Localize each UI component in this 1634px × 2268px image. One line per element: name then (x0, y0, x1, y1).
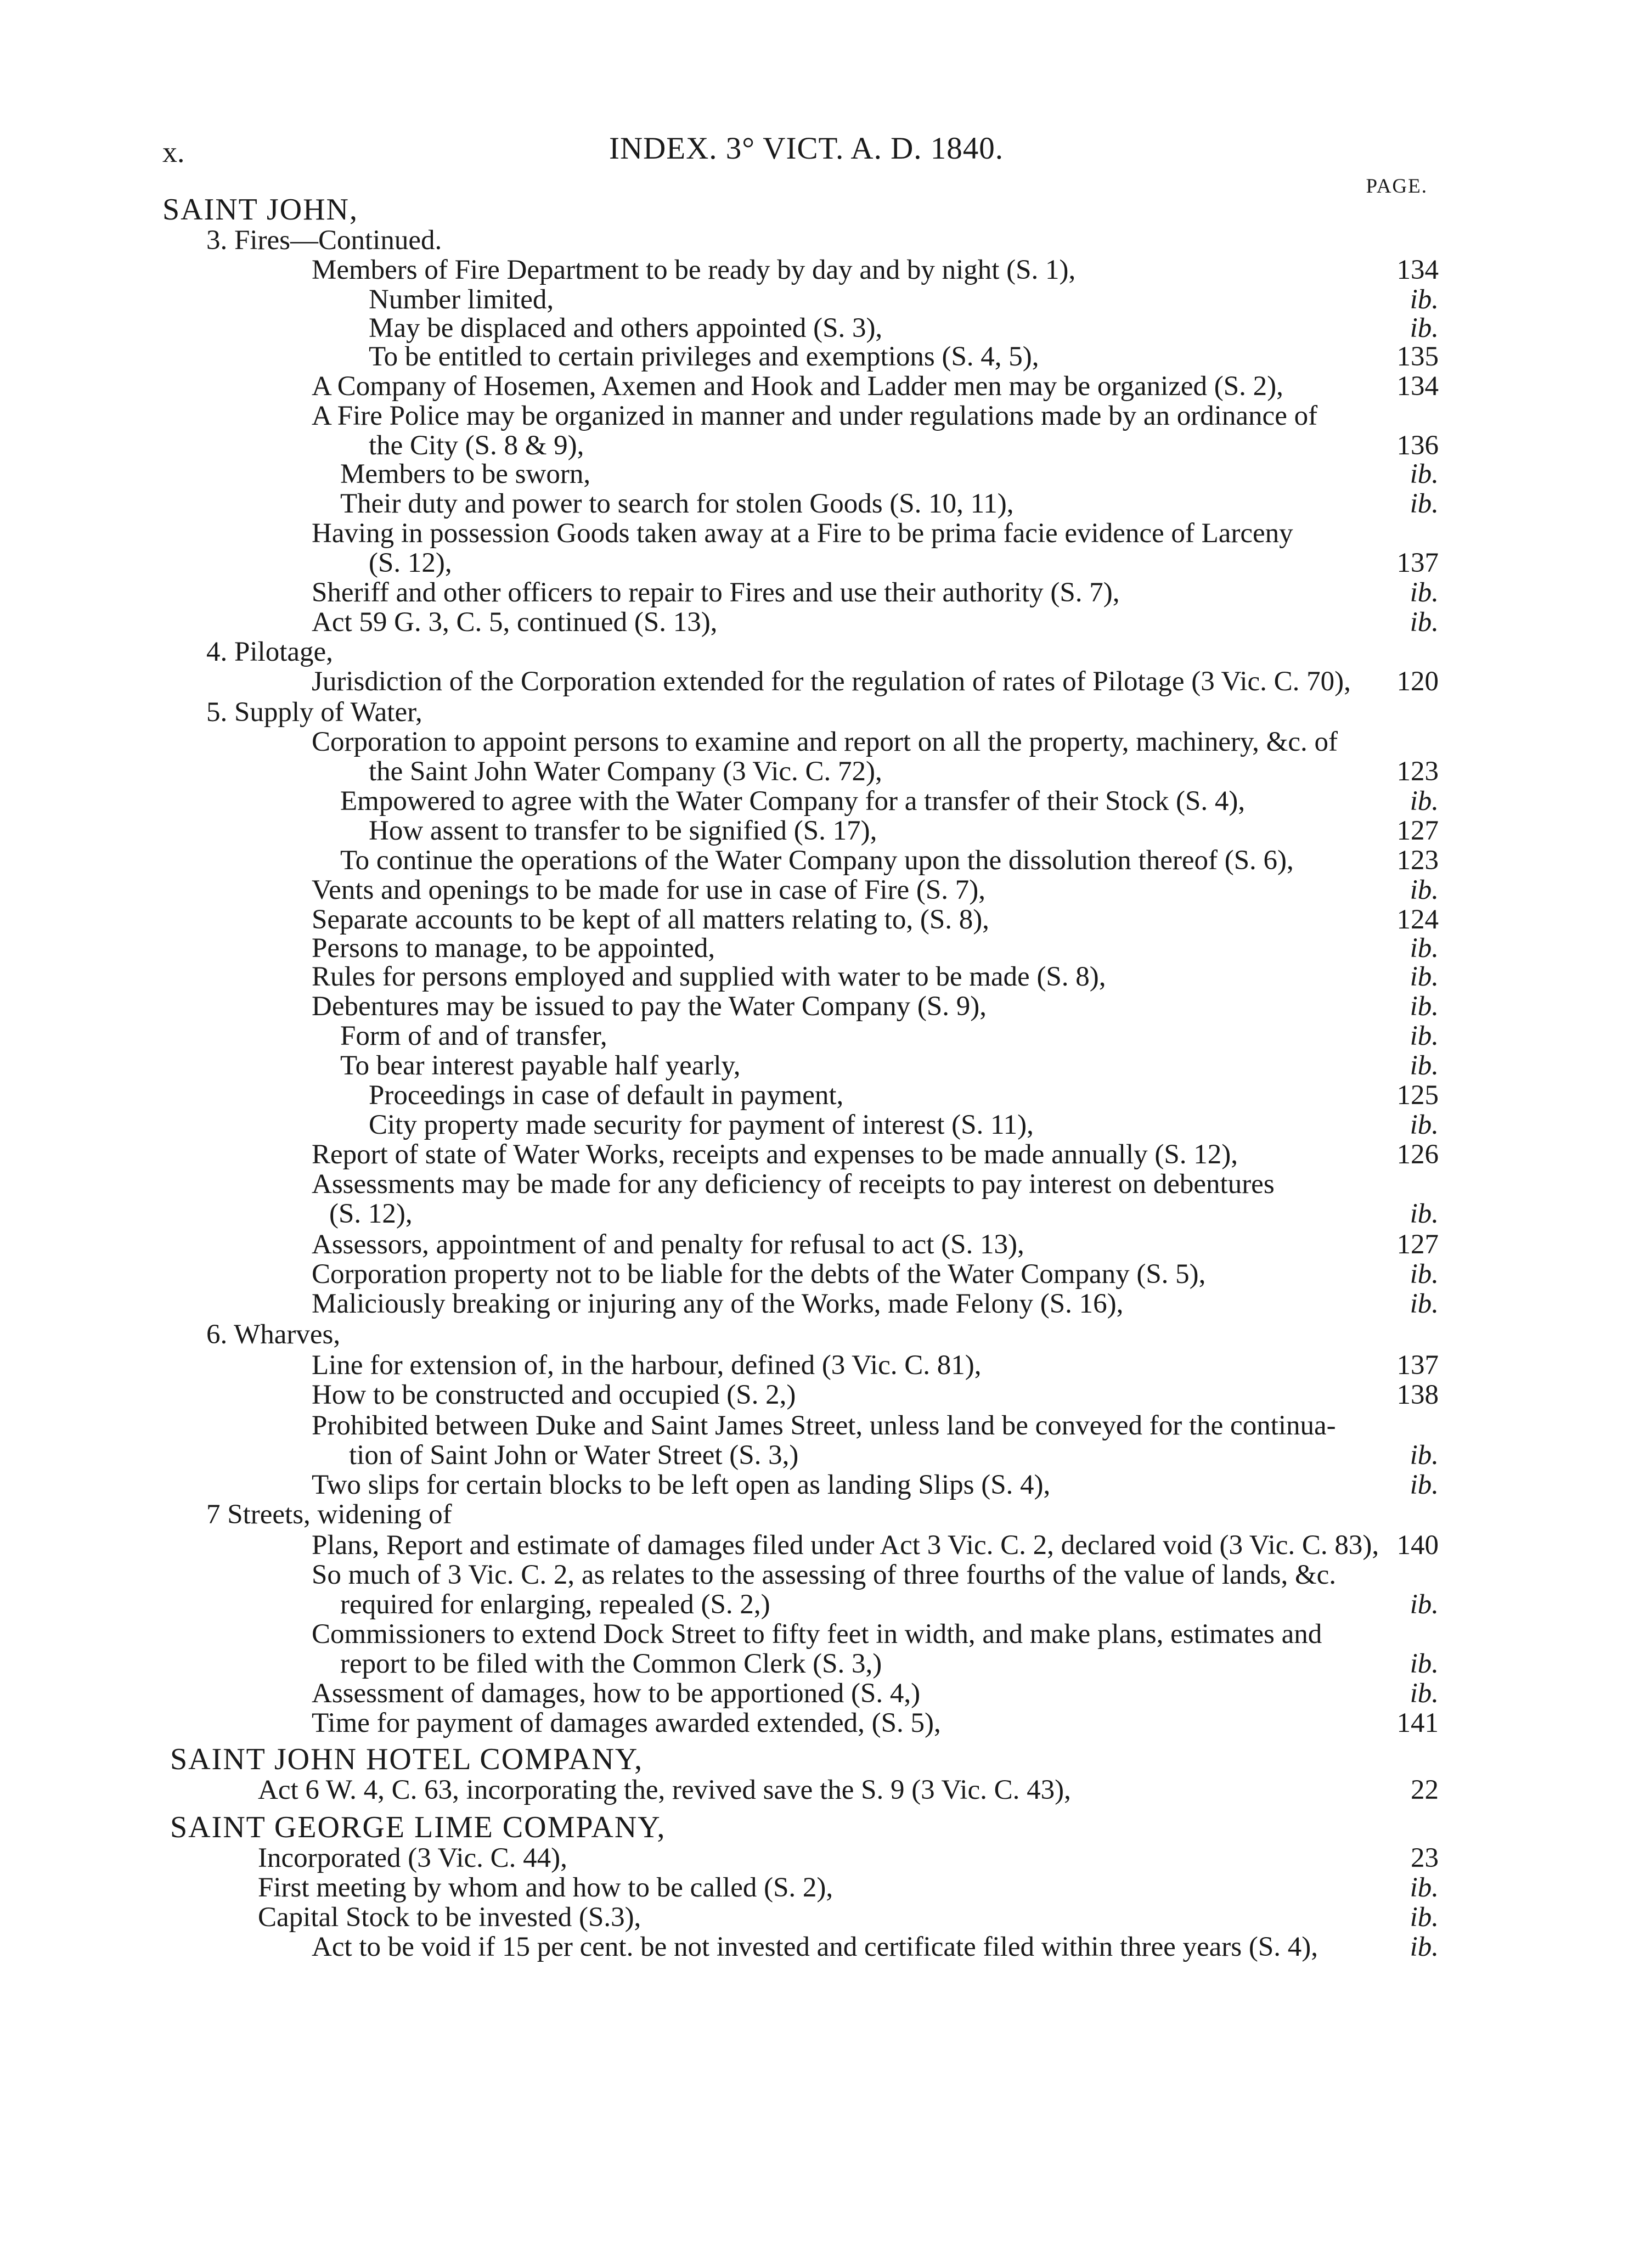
page-reference: 138 (1396, 1380, 1439, 1410)
page-reference: 123 (1396, 756, 1439, 787)
page-reference: ib. (1410, 1050, 1439, 1081)
page-reference: 123 (1396, 845, 1439, 876)
page-reference: ib. (1410, 1902, 1439, 1933)
index-entry: First meeting by whom and how to be called (S. 2), (258, 1872, 833, 1903)
index-entry: Jurisdiction of the Corporation extended for the regulation of rates of Pilotage (3 Vic. C. 70), (312, 666, 1351, 697)
index-entry: Separate accounts to be kept of all matters relating to, (S. 8), (312, 904, 989, 935)
index-entry: 6. Wharves, (206, 1319, 341, 1350)
page-reference: ib. (1410, 1288, 1439, 1319)
page-reference: ib. (1410, 875, 1439, 905)
index-entry: May be displaced and others appointed (S. 3), (369, 313, 883, 344)
index-entry: Vents and openings to be made for use in case of Fire (S. 7), (312, 875, 985, 905)
page-column-label: PAGE. (1366, 175, 1428, 198)
page-reference: ib. (1410, 1872, 1439, 1903)
page-reference: 137 (1396, 548, 1439, 578)
index-entry: Sheriff and other officers to repair to Fires and use their authority (S. 7), (312, 577, 1120, 608)
page-reference: 141 (1396, 1708, 1439, 1738)
index-entry: Assessments may be made for any deficiency of receipts to pay interest on debentures (312, 1169, 1275, 1200)
index-heading: SAINT JOHN, (162, 193, 358, 227)
index-entry: 3. Fires—Continued. (206, 225, 442, 256)
index-entry: To bear interest payable half yearly, (340, 1050, 741, 1081)
page-reference: ib. (1410, 1440, 1439, 1471)
index-entry: Time for payment of damages awarded extended, (S. 5), (312, 1708, 941, 1738)
index-entry: Assessment of damages, how to be apportioned (S. 4,) (312, 1678, 921, 1709)
page-reference: ib. (1410, 1259, 1439, 1290)
index-heading: SAINT GEORGE LIME COMPANY, (170, 1810, 666, 1844)
index-entry: 5. Supply of Water, (206, 697, 422, 728)
index-entry: (S. 12), (329, 1198, 413, 1229)
index-entry: report to be filed with the Common Clerk (S. 3,) (340, 1648, 882, 1679)
index-entry: Their duty and power to search for stolen Goods (S. 10, 11), (340, 488, 1014, 519)
page-reference: ib. (1410, 991, 1439, 1022)
page-reference: 140 (1396, 1530, 1439, 1561)
index-entry: tion of Saint John or Water Street (S. 3,) (349, 1440, 799, 1471)
index-entry: the Saint John Water Company (3 Vic. C. 72), (369, 756, 882, 787)
index-entry: City property made security for payment of interest (S. 11), (369, 1110, 1034, 1140)
index-entry: Maliciously breaking or injuring any of the Works, made Felony (S. 16), (312, 1288, 1124, 1319)
page-reference: ib. (1410, 1589, 1439, 1620)
index-entry: To continue the operations of the Water Company upon the dissolution thereof (S. 6), (340, 845, 1294, 876)
index-entry: How to be constructed and occupied (S. 2,) (312, 1380, 796, 1410)
page-reference: 127 (1396, 815, 1439, 846)
index-entry: Commissioners to extend Dock Street to fifty feet in width, and make plans, estimates and (312, 1619, 1322, 1650)
page-reference: 134 (1396, 255, 1439, 285)
index-entry: required for enlarging, repealed (S. 2,) (340, 1589, 770, 1620)
page-reference: ib. (1410, 284, 1439, 315)
index-entry: A Company of Hosemen, Axemen and Hook and Ladder men may be organized (S. 2), (312, 371, 1283, 402)
index-entry: Act 59 G. 3, C. 5, continued (S. 13), (312, 607, 718, 638)
page-reference: ib. (1410, 1678, 1439, 1709)
index-entry: Corporation property not to be liable for the debts of the Water Company (S. 5), (312, 1259, 1206, 1290)
page-reference: 124 (1396, 904, 1439, 935)
index-entry: 7 Streets, widening of (206, 1499, 452, 1530)
page-reference: 23 (1411, 1843, 1439, 1873)
index-heading: SAINT JOHN HOTEL COMPANY, (170, 1742, 644, 1776)
page-reference: ib. (1410, 577, 1439, 608)
index-entry: Plans, Report and estimate of damages filed under Act 3 Vic. C. 2, declared void (3 Vic. C. 83), (312, 1530, 1379, 1561)
index-entry: Number limited, (369, 284, 554, 315)
index-entry: Report of state of Water Works, receipts and expenses to be made annually (S. 12), (312, 1139, 1238, 1170)
page-reference: ib. (1410, 607, 1439, 638)
index-entry: Two slips for certain blocks to be left open as landing Slips (S. 4), (312, 1470, 1051, 1500)
page-reference: ib. (1410, 1198, 1439, 1229)
index-entry: How assent to transfer to be signified (S. 17), (369, 815, 877, 846)
page-reference: 137 (1396, 1350, 1439, 1381)
index-entry: Empowered to agree with the Water Company for a transfer of their Stock (S. 4), (340, 786, 1246, 817)
page-reference: 125 (1396, 1080, 1439, 1111)
index-entry: Rules for persons employed and supplied with water to be made (S. 8), (312, 961, 1106, 992)
page-reference: ib. (1410, 488, 1439, 519)
index-entry: A Fire Police may be organized in manner and under regulations made by an ordinance of (312, 401, 1318, 431)
page-reference: 120 (1396, 666, 1439, 697)
page-reference: ib. (1410, 1021, 1439, 1051)
index-entry: Assessors, appointment of and penalty for refusal to act (S. 13), (312, 1229, 1024, 1260)
index-entry: Proceedings in case of default in payment, (369, 1080, 844, 1111)
page-reference: ib. (1410, 1648, 1439, 1679)
page-reference: ib. (1410, 961, 1439, 992)
index-entry: Corporation to appoint persons to examine and report on all the property, machinery, &c. of (312, 727, 1338, 757)
index-entry: So much of 3 Vic. C. 2, as relates to the assessing of three fourths of the value of lands, &c. (312, 1560, 1337, 1590)
index-entry: Debentures may be issued to pay the Water Company (S. 9), (312, 991, 987, 1022)
page-reference: ib. (1410, 786, 1439, 817)
index-entry: 4. Pilotage, (206, 637, 333, 667)
page-reference: 22 (1411, 1775, 1439, 1805)
page-reference: ib. (1410, 313, 1439, 344)
page-reference: ib. (1410, 1470, 1439, 1500)
index-entry: Members of Fire Department to be ready by day and by night (S. 1), (312, 255, 1076, 285)
index-entry: the City (S. 8 & 9), (369, 430, 584, 461)
index-entry: Members to be sworn, (340, 459, 591, 489)
page-number-roman: x. (162, 136, 185, 168)
index-entry: Line for extension of, in the harbour, defined (3 Vic. C. 81), (312, 1350, 982, 1381)
index-entry: Having in possession Goods taken away at a Fire to be prima facie evidence of Larceny (312, 518, 1293, 549)
page-reference: 136 (1396, 430, 1439, 461)
page-reference: ib. (1410, 459, 1439, 489)
index-entry: Persons to manage, to be appointed, (312, 933, 715, 964)
page-reference: 134 (1396, 371, 1439, 402)
page-title: INDEX. 3° VICT. A. D. 1840. (609, 131, 1004, 166)
index-entry: (S. 12), (369, 548, 452, 578)
index-entry: Act 6 W. 4, C. 63, incorporating the, revived save the S. 9 (3 Vic. C. 43), (258, 1775, 1071, 1805)
index-entry: Form of and of transfer, (340, 1021, 607, 1051)
index-entry: Prohibited between Duke and Saint James Street, unless land be conveyed for the continua- (312, 1410, 1336, 1441)
page-reference: ib. (1410, 933, 1439, 964)
page-reference: 126 (1396, 1139, 1439, 1170)
index-entry: Act to be void if 15 per cent. be not invested and certificate filed within three years (S. 4), (312, 1932, 1318, 1962)
index-entry: Incorporated (3 Vic. C. 44), (258, 1843, 567, 1873)
page-reference: ib. (1410, 1932, 1439, 1962)
index-entry: To be entitled to certain privileges and exemptions (S. 4, 5), (369, 341, 1039, 372)
page-reference: 127 (1396, 1229, 1439, 1260)
index-entry: Capital Stock to be invested (S.3), (258, 1902, 641, 1933)
page-reference: 135 (1396, 341, 1439, 372)
page-reference: ib. (1410, 1110, 1439, 1140)
